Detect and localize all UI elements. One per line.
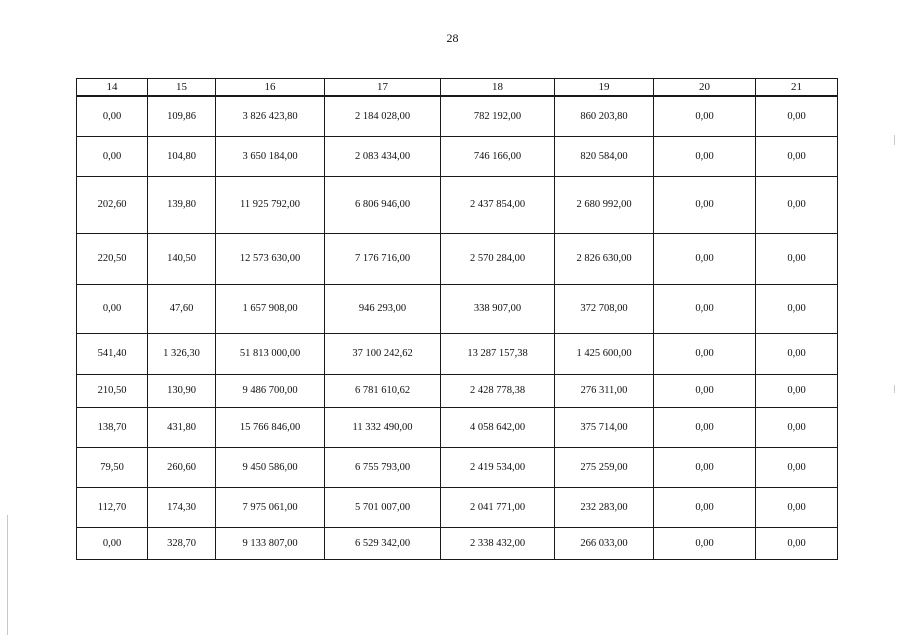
table-cell: 2 083 434,00: [325, 136, 441, 176]
table-cell: 0,00: [756, 527, 838, 559]
table-row: [77, 333, 838, 374]
table-cell: 275 259,00: [555, 447, 654, 487]
table-cell: 1 425 600,00: [555, 333, 654, 374]
table-row: [77, 447, 838, 487]
table-cell: 2 680 992,00: [555, 176, 654, 233]
table-cell: 37 100 242,62: [325, 333, 441, 374]
table-cell: 820 584,00: [555, 136, 654, 176]
table-cell: 202,60: [77, 176, 148, 233]
table-cell: 276 311,00: [555, 374, 654, 407]
table-cell: 328,70: [148, 527, 216, 559]
table-cell: 260,60: [148, 447, 216, 487]
table-cell: 9 486 700,00: [216, 374, 325, 407]
table-cell: 0,00: [654, 284, 756, 333]
table-cell: 2 338 432,00: [441, 527, 555, 559]
column-header: 16: [216, 79, 325, 97]
table-cell: 13 287 157,38: [441, 333, 555, 374]
table-cell: 338 907,00: [441, 284, 555, 333]
table-cell: 0,00: [654, 407, 756, 447]
table-cell: 210,50: [77, 374, 148, 407]
table-cell: 2 419 534,00: [441, 447, 555, 487]
table-row: [77, 136, 838, 176]
table-cell: 104,80: [148, 136, 216, 176]
table-cell: 51 813 000,00: [216, 333, 325, 374]
table-cell: 946 293,00: [325, 284, 441, 333]
table-cell: 0,00: [77, 136, 148, 176]
table-row: [77, 284, 838, 333]
table-cell: 782 192,00: [441, 96, 555, 136]
data-table: [76, 78, 838, 560]
table-cell: 0,00: [654, 233, 756, 284]
table-cell: 0,00: [756, 176, 838, 233]
table-cell: 2 184 028,00: [325, 96, 441, 136]
column-header: 21: [756, 79, 838, 97]
table-cell: 0,00: [654, 136, 756, 176]
page-number: 28: [446, 31, 459, 45]
table-row: [77, 176, 838, 233]
column-header: 20: [654, 79, 756, 97]
table-cell: 3 826 423,80: [216, 96, 325, 136]
table-cell: 1 657 908,00: [216, 284, 325, 333]
table-cell: 5 701 007,00: [325, 487, 441, 527]
table-cell: 7 176 716,00: [325, 233, 441, 284]
table-cell: 15 766 846,00: [216, 407, 325, 447]
table-cell: 2 437 854,00: [441, 176, 555, 233]
table-cell: 0,00: [77, 527, 148, 559]
table-cell: 0,00: [756, 487, 838, 527]
table-cell: 6 755 793,00: [325, 447, 441, 487]
table-cell: 0,00: [654, 374, 756, 407]
table-body: [77, 96, 838, 559]
table-cell: 109,86: [148, 96, 216, 136]
table-row: [77, 374, 838, 407]
table-cell: 11 925 792,00: [216, 176, 325, 233]
table-cell: 2 570 284,00: [441, 233, 555, 284]
table-row: [77, 487, 838, 527]
table-cell: 375 714,00: [555, 407, 654, 447]
table-cell: 79,50: [77, 447, 148, 487]
table-cell: 6 529 342,00: [325, 527, 441, 559]
table-cell: 2 826 630,00: [555, 233, 654, 284]
column-header: 18: [441, 79, 555, 97]
table-cell: 0,00: [654, 96, 756, 136]
table-cell: 47,60: [148, 284, 216, 333]
table-cell: 2 041 771,00: [441, 487, 555, 527]
table-cell: 266 033,00: [555, 527, 654, 559]
table-row: [77, 407, 838, 447]
table-cell: 0,00: [756, 407, 838, 447]
table-cell: 0,00: [77, 284, 148, 333]
table-cell: 0,00: [756, 333, 838, 374]
table-cell: 0,00: [654, 487, 756, 527]
table-cell: 372 708,00: [555, 284, 654, 333]
table-cell: 0,00: [77, 96, 148, 136]
table-cell: 0,00: [756, 96, 838, 136]
table-cell: 9 450 586,00: [216, 447, 325, 487]
table-cell: 0,00: [654, 447, 756, 487]
table-row: [77, 527, 838, 559]
table-cell: 12 573 630,00: [216, 233, 325, 284]
table-cell: 2 428 778,38: [441, 374, 555, 407]
table-cell: 138,70: [77, 407, 148, 447]
column-header: 15: [148, 79, 216, 97]
table-cell: 4 058 642,00: [441, 407, 555, 447]
table-cell: 431,80: [148, 407, 216, 447]
table-cell: 6 781 610,62: [325, 374, 441, 407]
table-cell: 9 133 807,00: [216, 527, 325, 559]
column-header: 17: [325, 79, 441, 97]
table-cell: 860 203,80: [555, 96, 654, 136]
table-cell: 7 975 061,00: [216, 487, 325, 527]
table-cell: 0,00: [756, 374, 838, 407]
table-row: [77, 96, 838, 136]
column-header: 14: [77, 79, 148, 97]
table-cell: 112,70: [77, 487, 148, 527]
header-row: [77, 79, 838, 97]
table-cell: 0,00: [654, 176, 756, 233]
table-cell: 0,00: [756, 284, 838, 333]
table-cell: 140,50: [148, 233, 216, 284]
table-cell: 0,00: [756, 233, 838, 284]
table-row: [77, 233, 838, 284]
table-cell: 220,50: [77, 233, 148, 284]
table-cell: 130,90: [148, 374, 216, 407]
table-cell: 541,40: [77, 333, 148, 374]
scan-mark: [894, 135, 895, 145]
scan-mark: [894, 385, 895, 393]
table-cell: 139,80: [148, 176, 216, 233]
scan-mark: [7, 515, 8, 635]
column-header: 19: [555, 79, 654, 97]
table-cell: 0,00: [756, 136, 838, 176]
table-cell: 3 650 184,00: [216, 136, 325, 176]
table-cell: 11 332 490,00: [325, 407, 441, 447]
table-cell: 746 166,00: [441, 136, 555, 176]
table-cell: 6 806 946,00: [325, 176, 441, 233]
table-cell: 0,00: [756, 447, 838, 487]
table-cell: 0,00: [654, 527, 756, 559]
table-cell: 0,00: [654, 333, 756, 374]
table-cell: 1 326,30: [148, 333, 216, 374]
table-cell: 232 283,00: [555, 487, 654, 527]
table-cell: 174,30: [148, 487, 216, 527]
